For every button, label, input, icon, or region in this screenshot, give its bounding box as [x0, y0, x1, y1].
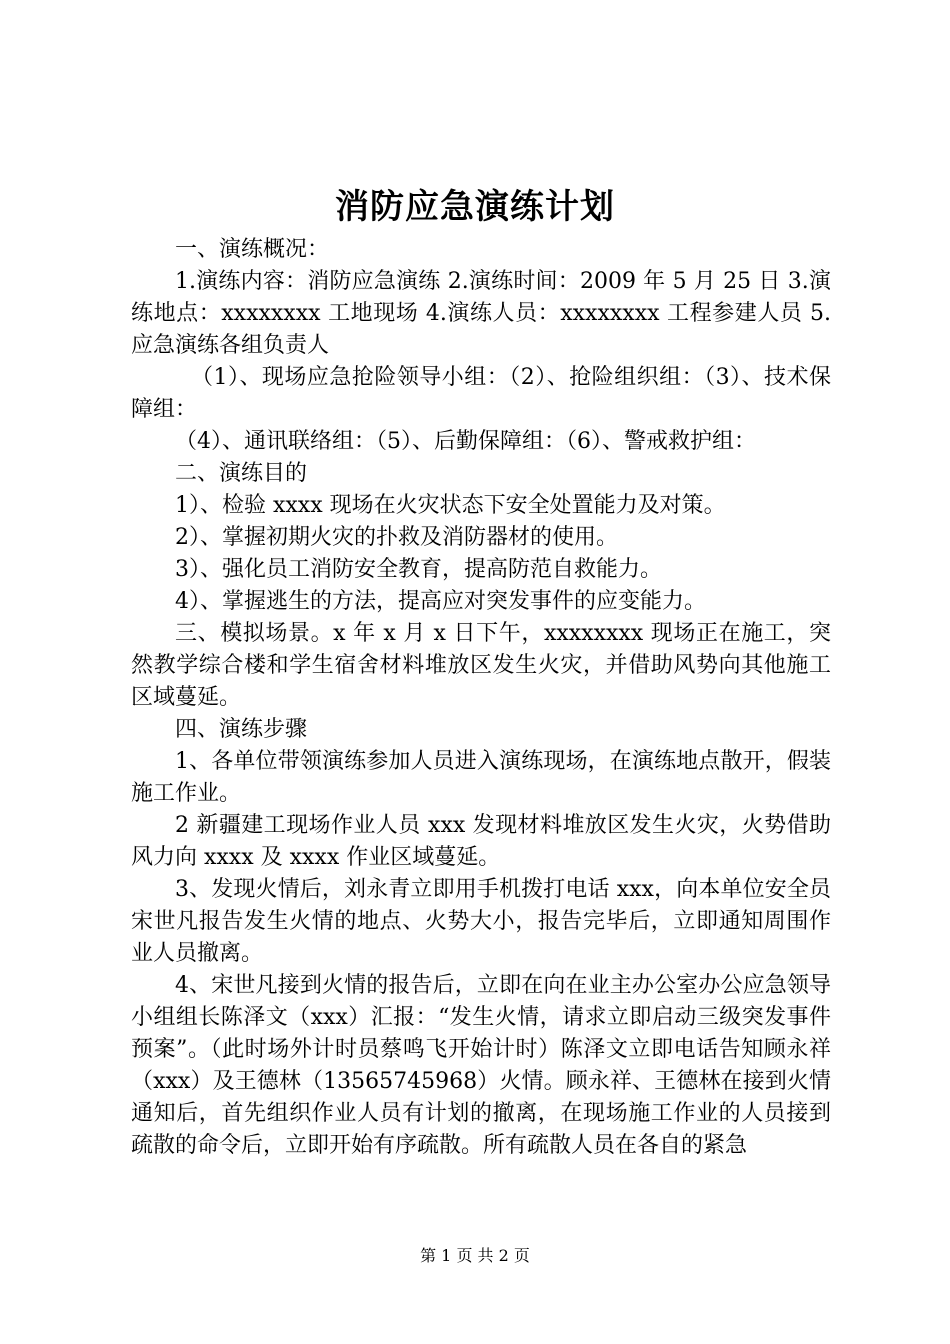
paragraph-step-4: 4、宋世凡接到火情的报告后，立即在向在业主办公室办公应急领导小组组长陈泽文（xxx）汇报：“发生火情，请求立即启动三级突发事件预案”。（此时场外计时员蔡鸣飞开始计时）陈泽文立即电话告知顾永祥（xxx）及王德林（13565745968）火情。顾永祥、王德林在接到火情通知后，首先组织作业人员有计划的撤离，在现场施工作业的人员接到疏散的命令后，立即开始有序疏散。所有疏散人员在各自的紧急	[131, 973, 831, 1158]
paragraph-groups-2: （4）、通讯联络组：（5）、后勤保障组：（6）、警戒救护组：	[175, 429, 756, 454]
page-footer: 第 1 页 共 2 页	[420, 1246, 530, 1265]
list-item-purpose-4: 4）、掌握逃生的方法，提高应对突发事件的应变能力。	[175, 589, 706, 614]
section-heading-overview: 一、演练概况：	[175, 237, 330, 262]
section-heading-purpose: 二、演练目的	[175, 461, 308, 486]
list-item-purpose-2: 2）、掌握初期火灾的扑救及消防器材的使用。	[175, 525, 618, 550]
paragraph-step-1: 1、各单位带领演练参加人员进入演练现场，在演练地点散开，假装施工作业。	[131, 749, 831, 806]
paragraph-overview-details: 1.演练内容：消防应急演练 2.演练时间：2009 年 5 月 25 日 3.演练地点：xxxxxxxx 工地现场 4.演练人员：xxxxxxxx 工程参建人员 5.应急演练各组负责人	[131, 269, 831, 358]
list-item-purpose-1: 1）、检验 xxxx 现场在火灾状态下安全处置能力及对策。	[175, 493, 726, 518]
paragraph-scenario: 三、模拟场景。x 年 x 月 x 日下午，xxxxxxxx 现场正在施工，突然教学综合楼和学生宿舍材料堆放区发生火灾，并借助风势向其他施工区域蔓延。	[131, 621, 831, 710]
paragraph-step-3: 3、发现火情后，刘永青立即用手机拨打电话 xxx，向本单位安全员宋世凡报告发生火情的地点、火势大小，报告完毕后，立即通知周围作业人员撤离。	[131, 877, 831, 966]
paragraph-step-2: 2 新疆建工现场作业人员 xxx 发现材料堆放区发生火灾，火势借助风力向 xxxx 及 xxxx 作业区域蔓延。	[131, 813, 831, 870]
document-title: 消防应急演练计划	[335, 187, 615, 227]
document-body	[131, 234, 831, 1162]
section-heading-steps: 四、演练步骤	[175, 717, 308, 742]
paragraph-groups-1: （1）、现场应急抢险领导小组：（2）、抢险组织组：（3）、技术保障组：	[131, 365, 831, 422]
list-item-purpose-3: 3）、强化员工消防安全教育，提高防范自救能力。	[175, 557, 662, 582]
